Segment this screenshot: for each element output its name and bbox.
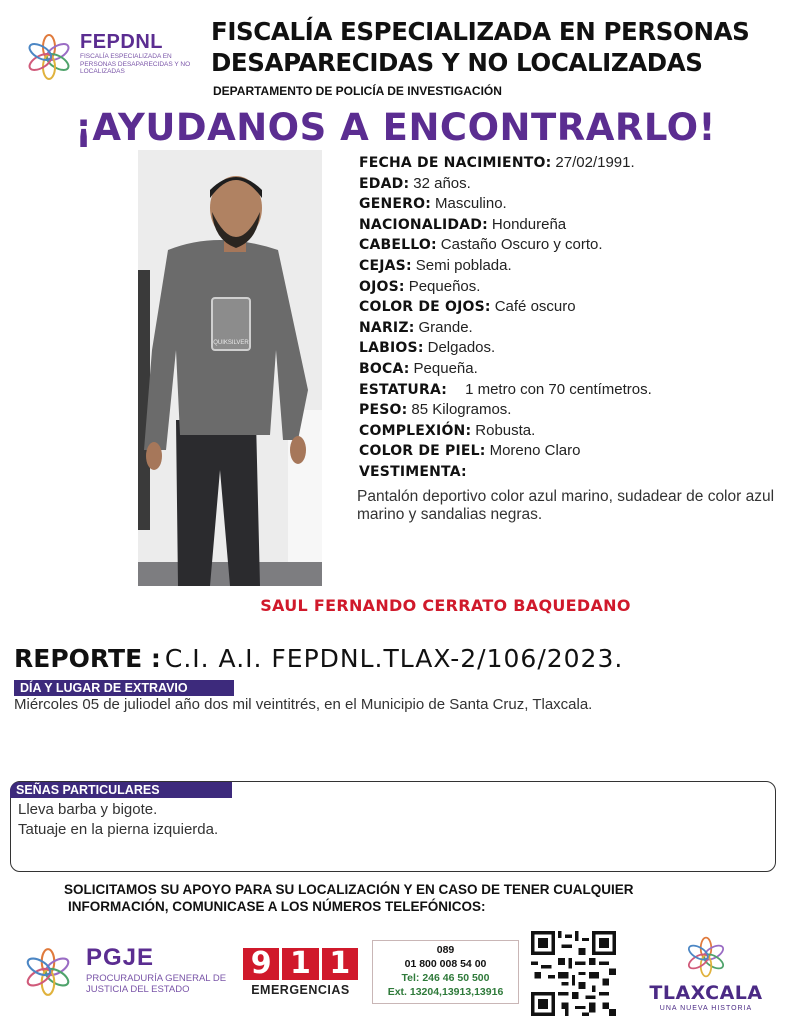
phone-line: Ext. 13204,13913,13916 (387, 986, 504, 998)
detail-weight (359, 400, 779, 421)
fepdnl-logo-icon (24, 32, 74, 82)
detail-label: LABIOS: (359, 340, 424, 357)
report-number (14, 644, 623, 673)
detail-value: Hondureña (491, 215, 567, 233)
phone-line: Tel: 246 46 50 500 (401, 972, 490, 984)
detail-value: Pequeños. (408, 277, 481, 295)
fepdnl-name: FEPDNL (80, 31, 163, 53)
shirt-brand-text: QUIKSILVER (213, 340, 249, 346)
detail-lips (359, 338, 779, 359)
mark-line: Lleva barba y bigote. (18, 801, 158, 818)
report-label: REPORTE : (14, 644, 161, 673)
detail-label: ESTATURA: (359, 381, 448, 398)
contact-request-line1: SOLICITAMOS SU APOYO PARA SU LOCALIZACIÓN Y EN CASO DE TENER CUALQUIER (64, 882, 634, 897)
detail-value: 1 metro con 70 centímetros. (465, 380, 652, 398)
detail-nose (359, 318, 779, 339)
detail-eyes (359, 277, 779, 298)
detail-value: Castaño Oscuro y corto. (440, 236, 603, 254)
detail-value: Robusta. (475, 421, 536, 439)
detail-gender (359, 194, 779, 215)
detail-height (359, 380, 779, 401)
tlaxcala-name: TLAXCALA (649, 982, 763, 1004)
detail-mouth (359, 359, 779, 380)
headline: ¡AYUDANOS A ENCONTRARLO! (75, 106, 716, 149)
detail-label: COLOR DE OJOS: (359, 299, 491, 316)
emergency-word: EMERGENCIAS (251, 983, 350, 997)
missing-person-photo (138, 150, 322, 586)
contact-request (0, 881, 791, 915)
disappearance-text: Miércoles 05 de juliodel año dos mil veintitrés, en el Municipio de Santa Cruz, Tlaxcala. (14, 696, 593, 713)
detail-label: FECHA DE NACIMIENTO: (359, 155, 552, 171)
detail-eye-color (359, 297, 779, 318)
pgje-subtitle: PROCURADURÍA GENERAL DE JUSTICIA DEL ESTADO (86, 973, 227, 995)
detail-label: VESTIMENTA: (359, 463, 467, 480)
mark-line: Tatuaje en la pierna izquierda. (18, 821, 219, 838)
detail-value: 27/02/1991. (555, 154, 635, 171)
detail-nationality (359, 215, 779, 236)
fepdnl-subtitle: FISCALÍA ESPECIALIZADA EN PERSONAS DESAPARECIDAS Y NO LOCALIZADAS (80, 53, 191, 75)
detail-hair (359, 235, 779, 256)
tlaxcala-logo-icon (684, 935, 728, 979)
tlaxcala-slogan: UNA NUEVA HISTORIA (659, 1005, 753, 1012)
detail-label: PESO: (359, 402, 408, 419)
detail-label: NACIONALIDAD: (359, 216, 488, 233)
emergency-digit: 1 (282, 948, 318, 980)
detail-label: EDAD: (359, 175, 410, 192)
disappearance-label: DÍA Y LUGAR DE EXTRAVIO (14, 680, 234, 696)
phone-line: 089 (436, 944, 455, 956)
detail-value: 32 años. (413, 174, 471, 192)
missing-person-name: SAUL FERNANDO CERRATO BAQUEDANO (260, 596, 631, 615)
contact-request-line2: INFORMACIÓN, COMUNICASE A LOS NÚMEROS TELEFÓNICOS: (68, 899, 486, 914)
detail-eyebrows (359, 256, 779, 277)
report-value: C.I. A.I. FEPDNL.TLAX-2/106/2023. (164, 644, 624, 673)
distinguishing-marks-label: SEÑAS PARTICULARES (10, 782, 232, 798)
detail-label: NARIZ: (359, 319, 415, 336)
detail-label: OJOS: (359, 278, 405, 295)
person-figure (138, 150, 322, 586)
qr-code-icon (531, 931, 616, 1016)
agency-title-line2: DESAPARECIDAS Y NO LOCALIZADAS (211, 48, 703, 77)
detail-label: GENERO: (359, 196, 432, 213)
phone-line: 01 800 008 54 00 (404, 958, 487, 970)
detail-value: Café oscuro (494, 298, 576, 316)
emergency-digit: 9 (243, 948, 279, 980)
detail-age (359, 174, 779, 195)
detail-birthdate (359, 153, 779, 174)
detail-value: Delgados. (427, 339, 496, 357)
detail-value: Pequeña. (413, 359, 478, 377)
emergency-digit: 1 (322, 948, 358, 980)
pgje-logo-icon (22, 946, 74, 998)
detail-label: CABELLO: (359, 237, 437, 254)
agency-title-line1: FISCALÍA ESPECIALIZADA EN PERSONAS (211, 17, 750, 46)
detail-value: Grande. (418, 318, 473, 336)
detail-label: COMPLEXIÓN: (359, 422, 472, 439)
detail-skin-color (359, 441, 779, 462)
emergency-911-logo (243, 948, 358, 997)
department-name: DEPARTAMENTO DE POLICÍA DE INVESTIGACIÓN (213, 84, 502, 98)
detail-value: 85 Kilogramos. (411, 401, 512, 419)
pgje-name: PGJE (86, 944, 155, 971)
phone-numbers-box (372, 940, 519, 1004)
detail-build (359, 421, 779, 442)
detail-clothing (359, 462, 779, 483)
detail-label: BOCA: (359, 360, 410, 377)
agency-title (211, 16, 786, 78)
detail-value: Masculino. (435, 195, 507, 213)
detail-value: Semi poblada. (415, 256, 512, 274)
detail-value: Moreno Claro (489, 442, 581, 460)
description-list (359, 153, 779, 483)
clothing-description: Pantalón deportivo color azul marino, sudadear de color azul marino y sandalias negras. (357, 488, 775, 523)
detail-label: COLOR DE PIEL: (359, 443, 486, 460)
detail-label: CEJAS: (359, 257, 412, 274)
